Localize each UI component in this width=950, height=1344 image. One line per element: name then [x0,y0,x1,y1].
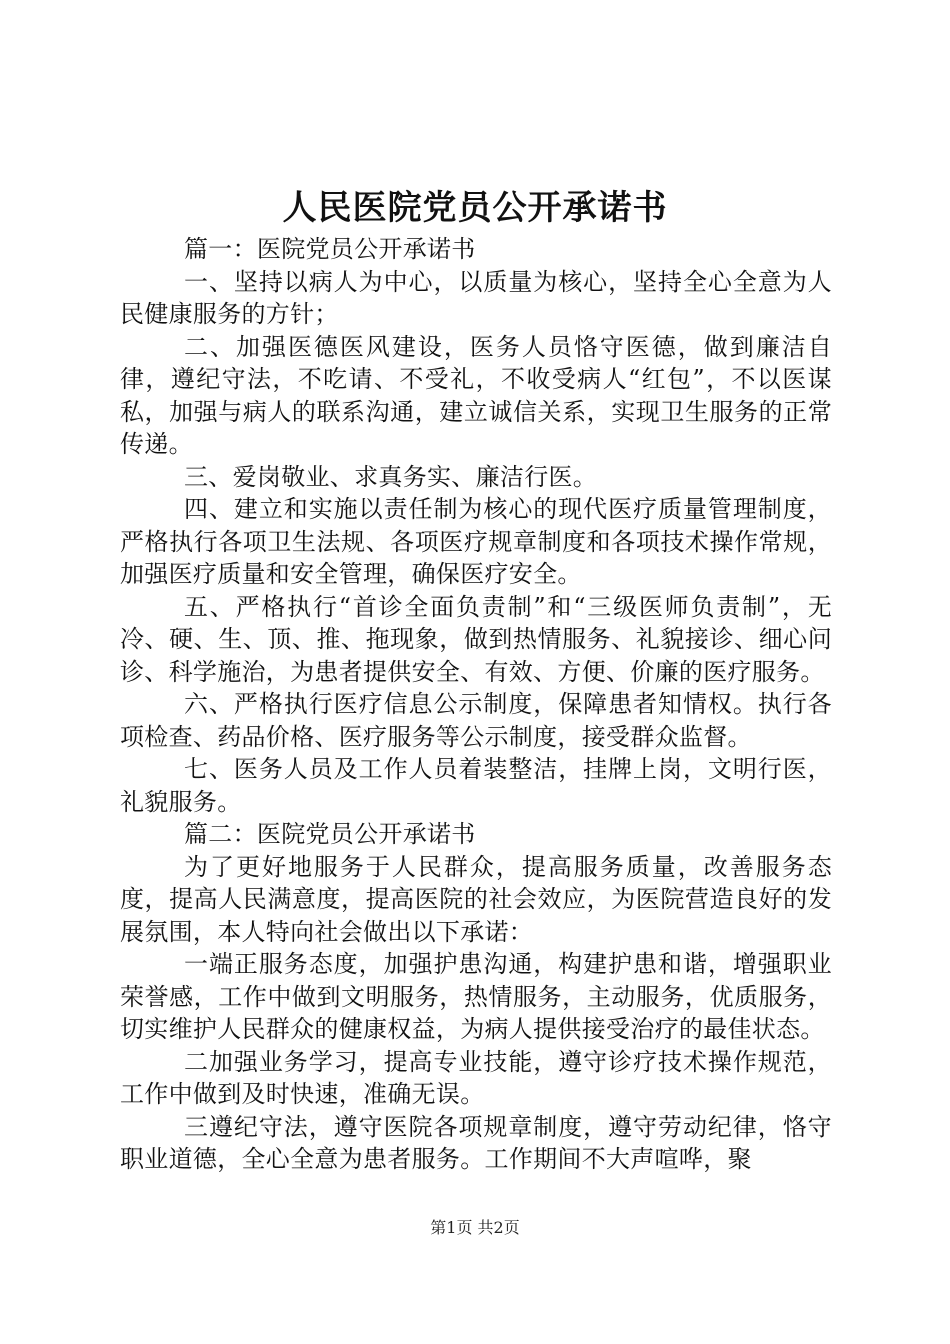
paragraph: 七、医务人员及工作人员着装整洁，挂牌上岗，文明行医，礼貌服务。 [120,755,832,816]
paragraph: 五、严格执行“首诊全面负责制”和“三级医师负责制”，无冷、硬、生、顶、推、拖现象，做到热情服务、礼貌接诊、细心问诊、科学施治，为患者提供安全、有效、方便、价廉的医疗服务。 [120,592,832,686]
paragraph: 二加强业务学习，提高专业技能，遵守诊疗技术操作规范，工作中做到及时快速，准确无误。 [120,1047,832,1108]
paragraph: 三、爱岗敬业、求真务实、廉洁行医。 [184,462,598,491]
paragraph: 篇一：医院党员公开承诺书 [184,235,476,263]
paragraph: 篇二：医院党员公开承诺书 [184,820,476,848]
paragraph: 六、严格执行医疗信息公示制度，保障患者知情权。执行各项检查、药品价格、医疗服务等公示制度，接受群众监督。 [120,690,832,751]
document-body [120,233,832,1176]
paragraph: 四、建立和实施以责任制为核心的现代医疗质量管理制度，严格执行各项卫生法规、各项医疗规章制度和各项技术操作常规，加强医疗质量和安全管理，确保医疗安全。 [120,495,832,588]
document-title: 人民医院党员公开承诺书 [282,188,668,228]
page-footer: 第1页 共2页 [430,1218,520,1237]
paragraph: 三遵纪守法，遵守医院各项规章制度，遵守劳动纪律，恪守职业道德，全心全意为患者服务。工作期间不大声喧哗，聚 [120,1112,832,1173]
paragraph: 一端正服务态度，加强护患沟通，构建护患和谐，增强职业荣誉感，工作中做到文明服务，热情服务，主动服务，优质服务，切实维护人民群众的健康权益，为病人提供接受治疗的最佳状态。 [120,950,832,1043]
paragraph: 一、坚持以病人为中心，以质量为核心，坚持全心全意为人民健康服务的方针； [120,267,832,328]
paragraph: 二、加强医德医风建设，医务人员恪守医德，做到廉洁自律，遵纪守法，不吃请、不受礼，不收受病人“红包”，不以医谋私，加强与病人的联系沟通，建立诚信关系，实现卫生服务的正常传递。 [120,332,832,458]
paragraph: 为了更好地服务于人民群众，提高服务质量，改善服务态度，提高人民满意度，提高医院的社会效应，为医院营造良好的发展氛围，本人特向社会做出以下承诺： [120,852,832,946]
